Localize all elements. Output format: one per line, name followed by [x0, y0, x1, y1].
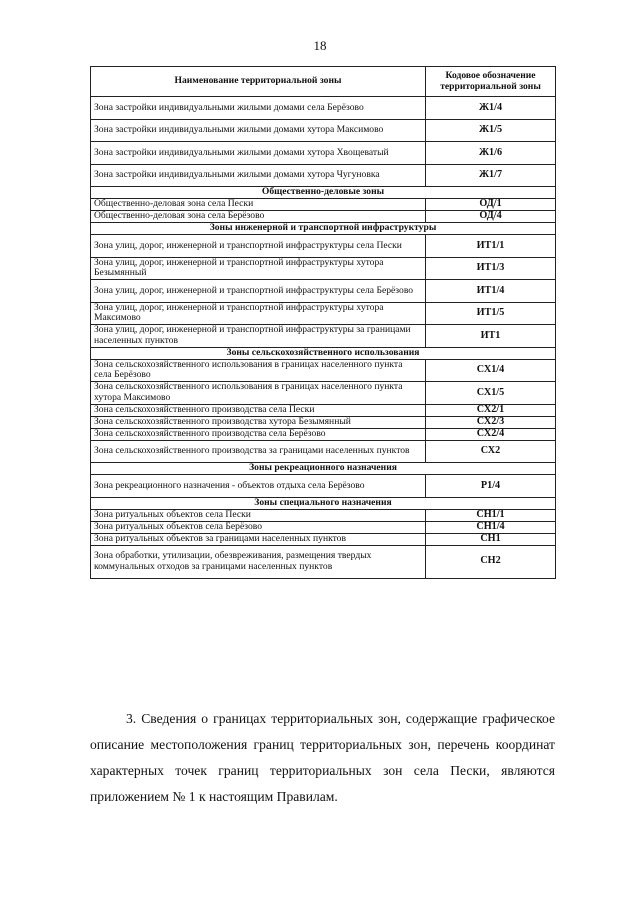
zone-code-cell: ОД/1 [426, 199, 556, 211]
zone-code-cell: Р1/4 [426, 475, 556, 498]
zone-name-cell: Зона рекреационного назначения - объектов отдыха села Берёзово [91, 475, 426, 498]
zone-name-cell: Зона сельскохозяйственного производства за границами населенных пунктов [91, 440, 426, 463]
table-row [91, 164, 556, 187]
zone-code-cell: СХ2 [426, 440, 556, 463]
section-row [91, 187, 556, 199]
zone-code-cell: ИТ1/1 [426, 235, 556, 258]
header-zone-name: Наименование территориальной зоны [91, 67, 426, 97]
section-row [91, 497, 556, 509]
table-row [91, 142, 556, 165]
zone-name-cell: Зона застройки индивидуальными жилыми домами хутора Хвощеватый [91, 142, 426, 165]
section-row [91, 347, 556, 359]
zone-code-cell: Ж1/6 [426, 142, 556, 165]
zone-code-cell: СХ2/4 [426, 428, 556, 440]
zone-code-cell: ИТ1/3 [426, 257, 556, 280]
table-row [91, 199, 556, 211]
header-zone-code: Кодовое обозначение территориальной зоны [426, 67, 556, 97]
zone-code-cell: СХ1/5 [426, 382, 556, 405]
zone-name-cell: Общественно-деловая зона села Берёзово [91, 211, 426, 223]
table-row [91, 404, 556, 416]
section-row [91, 223, 556, 235]
table-row [91, 545, 556, 578]
section-title: Зоны сельскохозяйственного использования [91, 347, 556, 359]
zone-name-cell: Зона улиц, дорог, инженерной и транспортной инфраструктуры села Берёзово [91, 280, 426, 303]
table-body [91, 97, 556, 579]
table-row [91, 428, 556, 440]
table-row [91, 257, 556, 280]
table-row [91, 280, 556, 303]
zone-code-cell: СН1 [426, 533, 556, 545]
table-row [91, 475, 556, 498]
zone-code-cell: СХ2/1 [426, 404, 556, 416]
table-row [91, 509, 556, 521]
table-header-row [91, 67, 556, 97]
zone-name-cell: Зона обработки, утилизации, обезвреживания, размещения твердых коммунальных отходов за границами населенных пунктов [91, 545, 426, 578]
zone-code-cell: ИТ1 [426, 325, 556, 348]
zone-code-cell: ИТ1/5 [426, 302, 556, 325]
zone-name-cell: Зона застройки индивидуальными жилыми домами хутора Чугуновка [91, 164, 426, 187]
table-row [91, 119, 556, 142]
table-row [91, 359, 556, 382]
zone-name-cell: Зона улиц, дорог, инженерной и транспортной инфраструктуры хутора Максимово [91, 302, 426, 325]
zone-name-cell: Зона сельскохозяйственного использования в границах населенного пункта хутора Максимово [91, 382, 426, 405]
zone-name-cell: Зона застройки индивидуальными жилыми домами села Берёзово [91, 97, 426, 120]
zone-name-cell: Зона сельскохозяйственного производства села Пески [91, 404, 426, 416]
body-paragraph: 3. Сведения о границах территориальных зон, содержащие графическое описание местоположения границ территориальных зон, перечень координат характерных точек границ территориальных зон села Пески, являются приложением № 1 к настоящим Правилам. [90, 711, 555, 804]
zone-name-cell: Зона сельскохозяйственного использования в границах населенного пункта села Берёзово [91, 359, 426, 382]
zone-name-cell: Зона сельскохозяйственного производства села Берёзово [91, 428, 426, 440]
zone-code-cell: Ж1/7 [426, 164, 556, 187]
table-row [91, 382, 556, 405]
table-row [91, 521, 556, 533]
zone-name-cell: Зона ритуальных объектов за границами населенных пунктов [91, 533, 426, 545]
zone-code-cell: ИТ1/4 [426, 280, 556, 303]
table-row [91, 416, 556, 428]
zone-name-cell: Зона ритуальных объектов села Пески [91, 509, 426, 521]
zone-code-cell: СХ2/3 [426, 416, 556, 428]
zone-name-cell: Зона улиц, дорог, инженерной и транспортной инфраструктуры села Пески [91, 235, 426, 258]
zone-name-cell: Зона ритуальных объектов села Берёзово [91, 521, 426, 533]
zone-name-cell: Зона сельскохозяйственного производства хутора Безымянный [91, 416, 426, 428]
zone-code-cell: СН1/4 [426, 521, 556, 533]
zone-name-cell: Зона улиц, дорог, инженерной и транспортной инфраструктуры хутора Безымянный [91, 257, 426, 280]
table-row [91, 302, 556, 325]
section-row [91, 463, 556, 475]
zone-code-cell: СХ1/4 [426, 359, 556, 382]
table-row [91, 97, 556, 120]
table-row [91, 235, 556, 258]
section-title: Зоны инженерной и транспортной инфраструктуры [91, 223, 556, 235]
zone-name-cell: Зона улиц, дорог, инженерной и транспортной инфраструктуры за границами населенных пунктов [91, 325, 426, 348]
zone-name-cell: Зона застройки индивидуальными жилыми домами хутора Максимово [91, 119, 426, 142]
table-row [91, 440, 556, 463]
zone-code-cell: СН1/1 [426, 509, 556, 521]
zone-code-cell: Ж1/5 [426, 119, 556, 142]
section-title: Общественно-деловые зоны [91, 187, 556, 199]
table-row [91, 325, 556, 348]
table-row [91, 533, 556, 545]
section-title: Зоны специального назначения [91, 497, 556, 509]
zone-code-cell: ОД/4 [426, 211, 556, 223]
territorial-zones-table [90, 66, 556, 579]
table-row [91, 211, 556, 223]
page-number: 18 [313, 38, 327, 53]
zone-code-cell: СН2 [426, 545, 556, 578]
zone-name-cell: Общественно-деловая зона села Пески [91, 199, 426, 211]
zone-code-cell: Ж1/4 [426, 97, 556, 120]
section-title: Зоны рекреационного назначения [91, 463, 556, 475]
